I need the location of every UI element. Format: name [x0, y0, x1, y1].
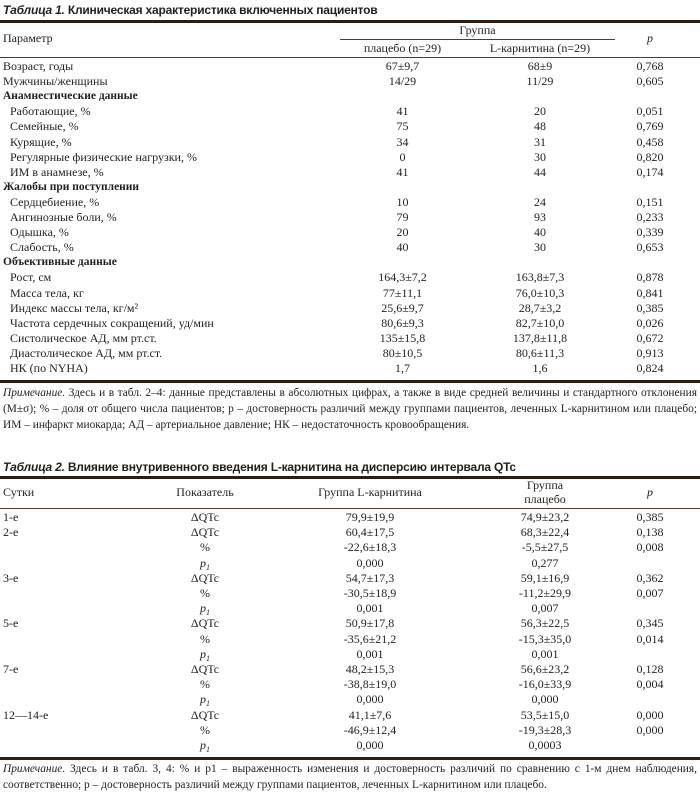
cell-lcarn: 48,2±15,3 — [345, 662, 395, 676]
cell-placebo: 41 — [396, 104, 409, 119]
p1-symbol: p — [200, 555, 206, 570]
cell-lcarn: 41,1±7,6 — [348, 707, 392, 722]
row-label: Анамнестические данные — [3, 90, 138, 103]
cell-p: 0,653 — [636, 240, 664, 255]
table1-bottom-rule — [0, 380, 700, 383]
cell-indicator: % — [200, 586, 210, 600]
table1-note-text: Здесь и в табл. 2–4: данные представлены в абсолютных цифрах, а также в виде средней величины и стандартного отклонения (M±σ); % – доля от общего числа пациентов; p – достоверность различий между группами пациентов, леченных L-карнитином или плацебо; ИМ – инфаркт миокарда; АД – артериальное давление; НК – недостаточность кровообращения. — [3, 387, 697, 431]
cell-p: 0,151 — [636, 194, 664, 209]
row-label: Ангинозные боли, % — [10, 210, 117, 224]
table2-note-text: Здесь и в табл. 3, 4: % и p1 – выраженность изменения и достоверность различий по сравнению с 1-м днем наблюдения, соответственно; p – достоверность различий между группами пациентов, леченных L-карнитином или плацебо. — [3, 763, 697, 791]
table1-header-rule — [0, 57, 700, 58]
cell-indicator — [140, 739, 270, 753]
cell-indicator: % — [200, 631, 210, 646]
row-label: Семейные, % — [10, 119, 79, 134]
cell-placebo: 80±10,5 — [382, 345, 423, 360]
table2-header-p: p — [647, 485, 653, 499]
cell-p: 0,878 — [636, 270, 664, 285]
cell-lcarn: 31 — [534, 134, 546, 149]
cell-lcarn: 68±9 — [527, 59, 553, 73]
table2-header-rule — [0, 508, 700, 509]
cell-lcarn: 82,7±10,0 — [515, 315, 565, 330]
table1-header-p: p — [647, 31, 653, 45]
cell-placebo: 0,0003 — [528, 738, 562, 752]
cell-indicator: ΔQTc — [190, 707, 220, 722]
cell-p: 0,385 — [636, 300, 664, 315]
table1-header-group: Группа — [459, 23, 496, 37]
cell-lcarn: 0,000 — [356, 738, 384, 752]
cell-day: 1-е — [3, 510, 19, 524]
cell-placebo: 77±11,1 — [382, 285, 423, 300]
row-label: Курящие, % — [10, 134, 72, 149]
cell-lcarn: 0,001 — [356, 601, 384, 616]
row-label: Сердцебиение, % — [10, 194, 100, 209]
p1-symbol: p — [200, 646, 206, 661]
p1-symbol: p — [200, 601, 206, 616]
table1-header-lcarn: L-карнитина (n=29) — [489, 41, 591, 55]
cell-placebo: 67±9,7 — [385, 59, 420, 73]
cell-lcarn: 80,6±11,3 — [515, 345, 565, 360]
cell-placebo: 75 — [396, 119, 409, 134]
row-label: НК (по NYHA) — [10, 361, 88, 375]
cell-placebo: -19,3±28,3 — [518, 722, 572, 737]
cell-lcarn: -30,5±18,9 — [343, 586, 397, 600]
cell-lcarn: 137,8±11,8 — [512, 330, 568, 345]
p1-subscript: 1 — [206, 608, 210, 618]
cell-placebo: 41 — [396, 164, 409, 179]
table1-group-rule — [340, 39, 615, 40]
cell-lcarn: 40 — [534, 225, 546, 240]
cell-p: 0,362 — [636, 570, 664, 585]
cell-placebo: 56,6±23,2 — [520, 662, 570, 676]
table2-note — [3, 761, 697, 793]
cell-p: 0,138 — [636, 525, 664, 540]
cell-p: 0,672 — [636, 330, 664, 345]
cell-indicator: % — [200, 677, 210, 692]
cell-indicator — [140, 693, 270, 707]
cell-indicator: % — [200, 540, 210, 555]
cell-p: 0,768 — [636, 59, 664, 73]
cell-day: 12—14-е — [3, 707, 49, 722]
cell-placebo: 25,6±9,7 — [381, 300, 424, 315]
cell-indicator: ΔQTc — [190, 510, 220, 524]
row-label: Мужчины/женщины — [3, 74, 108, 89]
row-label: Работающие, % — [10, 104, 91, 119]
cell-day: 3-е — [3, 570, 19, 585]
table2-caption-label: Таблица 2. — [3, 460, 65, 474]
cell-placebo: -11,2±29,9 — [518, 586, 572, 600]
cell-lcarn: -22,6±18,3 — [343, 540, 397, 555]
cell-indicator — [140, 557, 270, 571]
table2-caption — [3, 460, 516, 474]
cell-placebo: 0,277 — [531, 555, 559, 570]
cell-placebo: 0,007 — [531, 601, 559, 616]
table2-bottom-rule — [0, 757, 700, 760]
cell-placebo: 14/29 — [388, 74, 417, 89]
table2-header-lcarn: Группа L-карнитина — [318, 485, 422, 499]
cell-placebo: -16,0±33,9 — [518, 677, 572, 692]
cell-p: 0,004 — [636, 677, 664, 692]
row-label: ИМ в анамнезе, % — [10, 164, 104, 179]
cell-p: 0,174 — [636, 164, 664, 179]
table2-header-indicator: Показатель — [176, 485, 234, 499]
cell-placebo: 68,3±22,4 — [520, 525, 570, 540]
cell-p: 0,233 — [636, 210, 664, 224]
cell-placebo: 20 — [396, 225, 409, 240]
row-label: Слабость, % — [10, 240, 74, 255]
cell-p: 0,000 — [636, 722, 664, 737]
cell-placebo: 164,3±7,2 — [378, 270, 427, 285]
cell-day: 7-е — [3, 662, 19, 676]
table1-caption-text: Клиническая характеристика включенных пациентов — [67, 3, 378, 17]
cell-placebo: 0 — [399, 149, 406, 164]
cell-indicator: ΔQTc — [190, 616, 220, 631]
cell-lcarn: 93 — [534, 210, 546, 224]
cell-placebo: 34 — [396, 134, 409, 149]
cell-lcarn: 79,9±19,9 — [345, 510, 395, 524]
cell-lcarn: 30 — [534, 240, 546, 255]
p1-symbol: p — [200, 692, 206, 707]
row-label: Систолическое АД, мм рт.ст. — [10, 330, 157, 345]
cell-p: 0,345 — [636, 616, 664, 631]
table2-header-placebo-line1: Группа — [526, 478, 564, 492]
cell-lcarn: 163,8±7,3 — [515, 270, 565, 285]
cell-placebo: 59,1±16,9 — [520, 570, 570, 585]
cell-lcarn: 20 — [534, 104, 546, 119]
table2-header-day: Сутки — [3, 485, 35, 499]
cell-lcarn: 50,9±17,8 — [345, 616, 395, 631]
row-label: Регулярные физические нагрузки, % — [10, 149, 197, 164]
cell-p: 0,824 — [636, 361, 664, 375]
cell-placebo: 40 — [396, 240, 409, 255]
cell-lcarn: 76,0±10,3 — [515, 285, 565, 300]
p1-subscript: 1 — [206, 699, 210, 709]
table1-top-rule — [0, 20, 700, 23]
row-label: Диастолическое АД, мм рт.ст. — [10, 345, 163, 360]
cell-lcarn: 60,4±17,5 — [345, 525, 395, 540]
cell-lcarn: 24 — [534, 194, 546, 209]
row-label: Объективные данные — [3, 256, 117, 269]
cell-p: 0,000 — [636, 707, 664, 722]
cell-p: 0,007 — [636, 586, 664, 600]
cell-p: 0,128 — [636, 662, 664, 676]
cell-p: 0,458 — [636, 134, 664, 149]
cell-placebo: 53,5±15,0 — [520, 707, 570, 722]
cell-placebo: 56,3±22,5 — [520, 616, 570, 631]
row-label: Одышка, % — [10, 225, 69, 240]
row-label: Рост, см — [10, 270, 52, 285]
row-label: Жалобы при поступлении — [3, 180, 140, 193]
cell-placebo: 79 — [396, 210, 409, 224]
cell-p: 0,014 — [636, 631, 664, 646]
cell-lcarn: 0,000 — [356, 555, 384, 570]
cell-p: 0,841 — [636, 285, 664, 300]
row-label: Возраст, годы — [3, 59, 74, 73]
cell-lcarn: 0,000 — [356, 692, 384, 707]
cell-lcarn: -46,9±12,4 — [343, 722, 397, 737]
cell-lcarn: 0,001 — [356, 646, 384, 661]
cell-placebo: 74,9±23,2 — [520, 510, 570, 524]
cell-lcarn: 11/29 — [526, 74, 554, 89]
table2-header-placebo-line2: плацебо — [524, 492, 566, 506]
cell-placebo: -15,3±35,0 — [518, 631, 572, 646]
cell-indicator: % — [200, 722, 210, 737]
cell-day: 5-е — [3, 616, 19, 631]
cell-indicator: ΔQTc — [190, 525, 220, 540]
p1-subscript: 1 — [206, 653, 210, 663]
cell-indicator: ΔQTc — [190, 662, 220, 676]
cell-p: 0,051 — [636, 104, 664, 119]
cell-lcarn: -38,8±19,0 — [343, 677, 397, 692]
cell-p: 0,820 — [636, 149, 664, 164]
cell-p: 0,769 — [636, 119, 664, 134]
row-label: Индекс массы тела, кг/м² — [10, 300, 139, 315]
table1-caption-label: Таблица 1. — [3, 3, 65, 17]
cell-lcarn: 28,7±3,2 — [518, 300, 562, 315]
p1-subscript: 1 — [206, 562, 210, 572]
row-label: Масса тела, кг — [10, 285, 84, 300]
table2-note-label: Примечание. — [3, 763, 66, 775]
cell-placebo: 0,000 — [531, 692, 559, 707]
table1-note-label: Примечание. — [3, 387, 66, 399]
table1-header-param: Параметр — [3, 31, 53, 45]
cell-day: 2-е — [3, 525, 19, 540]
table2-caption-text: Влияние внутривенного введения L-карнитина на дисперсию интервала QTc — [67, 460, 516, 474]
p1-symbol: p — [200, 738, 206, 752]
cell-placebo: -5,5±27,5 — [521, 540, 569, 555]
cell-lcarn: 30 — [534, 149, 546, 164]
cell-placebo: 80,6±9,3 — [381, 315, 424, 330]
table1-header-placebo: плацебо (n=29) — [363, 41, 442, 55]
cell-p: 0,008 — [636, 540, 664, 555]
cell-p: 0,605 — [636, 74, 664, 89]
cell-indicator — [140, 648, 270, 662]
table1-note — [3, 385, 697, 433]
cell-placebo: 0,001 — [531, 646, 559, 661]
cell-placebo: 1,7 — [395, 361, 410, 375]
cell-placebo: 135±15,8 — [379, 330, 426, 345]
cell-indicator — [140, 602, 270, 616]
cell-lcarn: -35,6±21,2 — [343, 631, 397, 646]
p1-subscript: 1 — [206, 745, 210, 754]
cell-lcarn: 54,7±17,3 — [345, 570, 395, 585]
cell-indicator: ΔQTc — [190, 570, 220, 585]
cell-p: 0,913 — [636, 345, 664, 360]
cell-p: 0,339 — [636, 225, 664, 240]
cell-lcarn: 1,6 — [532, 361, 548, 375]
table1-caption — [3, 3, 377, 17]
cell-lcarn: 48 — [534, 119, 546, 134]
cell-lcarn: 44 — [534, 164, 546, 179]
cell-placebo: 10 — [396, 194, 409, 209]
cell-p: 0,385 — [636, 510, 664, 524]
row-label: Частота сердечных сокращений, уд/мин — [10, 315, 214, 330]
cell-p: 0,026 — [636, 315, 664, 330]
